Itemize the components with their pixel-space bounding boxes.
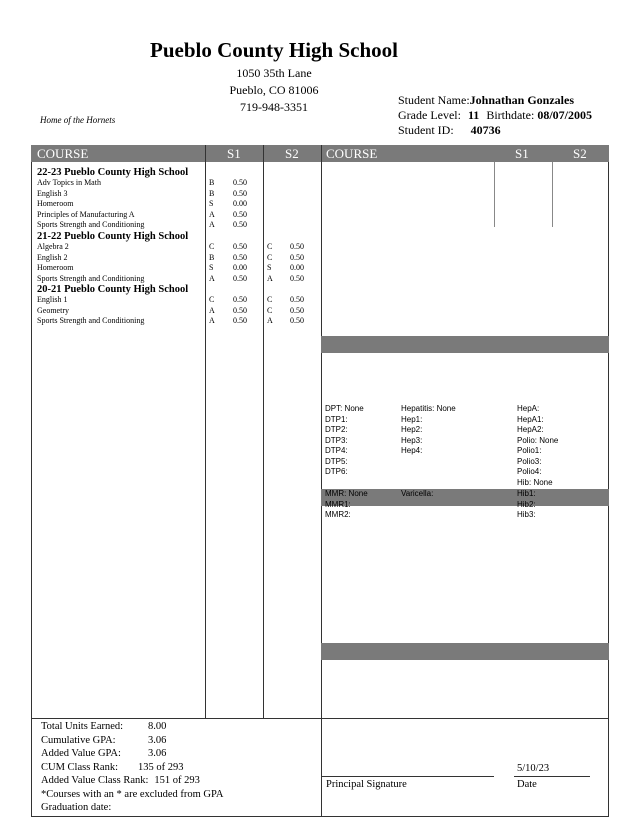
course-name: Sports Strength and Conditioning: [37, 316, 145, 325]
gpa-value: 3.06: [148, 734, 167, 746]
left-s2-divider: [263, 145, 264, 718]
s2-grade: C: [267, 252, 273, 262]
imm-item: Hib2:: [517, 499, 536, 509]
s2-credits-2021: [290, 295, 304, 327]
av-rank-label: Added Value Class Rank:: [41, 775, 149, 786]
imm-item: HepA1:: [517, 414, 544, 424]
s2-grades-2021: [267, 295, 273, 327]
s1-grade: A: [209, 305, 215, 315]
grade-level: 11: [467, 108, 480, 122]
birthdate: 08/07/2005: [537, 108, 592, 122]
signature-line: [322, 776, 494, 777]
graduation-date-label: Graduation date:: [41, 802, 112, 813]
student-id: 40736: [470, 123, 501, 137]
imm-item: Hep2:: [401, 425, 423, 434]
course-name: Homeroom: [37, 263, 74, 272]
s1-credit: 0.50: [233, 252, 247, 262]
s2-grade: C: [267, 305, 273, 315]
gpa-label: Cumulative GPA:: [41, 734, 116, 746]
imm-item: Polio: None: [517, 435, 559, 445]
imm-item: DTP4:: [325, 446, 348, 455]
school-address-line1: 1050 35th Lane: [236, 66, 312, 80]
immunization-col2: [401, 404, 456, 457]
student-id-row: [398, 123, 501, 138]
imm-item: Polio1:: [517, 446, 542, 455]
imm-item: DTP1:: [325, 414, 348, 424]
gpa-note: *Courses with an * are excluded from GPA: [41, 788, 224, 800]
course-name: Algebra 2: [37, 242, 69, 251]
hib-col: [517, 489, 536, 521]
s1-credits-2223: [233, 178, 247, 231]
imm-item: DPT: None: [325, 404, 364, 413]
imm-item: Hib: None: [517, 477, 553, 487]
s1-grade: S: [209, 263, 214, 272]
units-label: Total Units Earned:: [41, 721, 124, 732]
right-s2-divider: [552, 162, 553, 227]
units-value: 8.00: [148, 721, 167, 732]
s2-credit: 0.00: [290, 263, 304, 272]
course-header-right: COURSE: [326, 146, 378, 161]
school-phone: 719-948-3351: [240, 100, 308, 114]
s2-credit: 0.50: [290, 273, 304, 283]
s2-grade: A: [267, 316, 273, 325]
totals-divider: [31, 718, 609, 719]
imm-item: MMR2:: [325, 510, 351, 519]
rank-value: 135 of 293: [138, 761, 184, 773]
s1-credit: 0.50: [233, 295, 247, 304]
s2-credit: 0.50: [290, 295, 304, 304]
s1-header-right: S1: [515, 146, 529, 161]
s1-credit: 0.50: [233, 220, 247, 229]
imm-item: Hib3:: [517, 510, 536, 519]
date-label: Date: [517, 779, 537, 790]
s2-credit: 0.50: [290, 316, 304, 325]
s1-credit: 0.00: [233, 263, 247, 272]
s1-grades-2021: [209, 295, 215, 327]
s2-header: S2: [285, 146, 299, 161]
s2-header-right: S2: [573, 146, 587, 161]
s1-grade: A: [209, 273, 215, 283]
s1-credit: 0.50: [233, 209, 247, 219]
year-label: 22-23 Pueblo County High School: [37, 167, 189, 178]
s1-credit: 0.50: [233, 242, 247, 251]
course-name: Sports Strength and Conditioning: [37, 220, 145, 229]
course-header: COURSE: [37, 146, 89, 161]
totals-block: [41, 720, 223, 815]
imm-item: DTP3:: [325, 435, 348, 445]
course-name: English 3: [37, 188, 68, 198]
s1-grade: C: [209, 295, 215, 304]
imm-item: Hep3:: [401, 435, 423, 445]
grade-level-label: Grade Level:: [398, 108, 461, 122]
s1-grade: B: [209, 188, 215, 198]
s2-credit: 0.50: [290, 242, 304, 251]
imm-item: Hepatitis: None: [401, 404, 456, 413]
year-block-2021: [37, 284, 188, 327]
rank-label: CUM Class Rank:: [41, 761, 119, 773]
course-name: Geometry: [37, 305, 69, 315]
imm-item: DTP2:: [325, 425, 348, 434]
birthdate-label: Birthdate:: [486, 108, 535, 122]
student-name: Johnathan Gonzales: [469, 93, 575, 107]
s2-grade: C: [267, 295, 273, 304]
s1-grade: B: [209, 178, 215, 187]
s1-credit: 0.50: [233, 273, 247, 283]
signature-date: 5/10/23: [517, 763, 550, 774]
school-name: Pueblo County High School: [150, 38, 398, 62]
s2-credits-2122: [290, 242, 304, 284]
s1-credit: 0.50: [233, 188, 247, 198]
center-divider: [321, 145, 322, 817]
s2-grades-2122: [267, 242, 273, 284]
year-block-2223: [37, 167, 188, 231]
s2-grade: C: [267, 242, 273, 251]
student-name-row: [398, 93, 574, 108]
imm-item: Polio3:: [517, 456, 542, 466]
s1-grade: A: [209, 220, 215, 229]
s1-credit: 0.50: [233, 316, 247, 325]
imm-item: MMR: None: [325, 489, 368, 498]
s1-grade: S: [209, 199, 214, 208]
s2-credit: 0.50: [290, 305, 304, 315]
av-gpa-label: Added Value GPA:: [41, 748, 121, 759]
student-name-label: Student Name:: [398, 93, 470, 107]
imm-item: Hep1:: [401, 414, 423, 424]
signature-label: Principal Signature: [326, 779, 407, 790]
s1-credit: 0.50: [233, 178, 247, 187]
course-name: Adv Topics in Math: [37, 178, 101, 187]
left-s1-divider: [205, 145, 206, 718]
imm-item: Hib1:: [517, 489, 536, 498]
s1-grade: A: [209, 209, 215, 219]
imm-item: DTP5:: [325, 456, 348, 466]
right-s1-divider: [494, 162, 495, 227]
s1-header: S1: [227, 146, 241, 161]
av-rank-value: 151 of 293: [154, 775, 200, 786]
s1-credits-2021: [233, 295, 247, 327]
s1-grades-2223: [209, 178, 215, 231]
s2-credit: 0.50: [290, 252, 304, 262]
s1-grade: C: [209, 242, 215, 251]
av-gpa-value: 3.06: [148, 748, 167, 759]
student-id-label: Student ID:: [398, 123, 454, 137]
imm-item: HepA:: [517, 404, 540, 413]
imm-item: Polio4:: [517, 467, 542, 476]
year-label: 21-22 Pueblo County High School: [37, 231, 189, 242]
s1-grades-2122: [209, 242, 215, 284]
student-grade-row: [398, 108, 592, 123]
date-line: [514, 776, 590, 777]
school-address-line2: Pueblo, CO 81006: [229, 83, 319, 97]
course-name: English 1: [37, 295, 68, 304]
s1-credit: 0.00: [233, 199, 247, 208]
s2-grade: A: [267, 273, 273, 283]
immunization-col3: [517, 404, 558, 488]
year-label: 20-21 Pueblo County High School: [37, 284, 189, 295]
right-band-3: [321, 643, 609, 660]
year-block-2122: [37, 231, 188, 284]
imm-item: Hep4:: [401, 446, 423, 455]
varicella: Varicella:: [401, 489, 434, 498]
right-band-1: [321, 336, 609, 353]
s2-grade: S: [267, 263, 272, 272]
s1-credit: 0.50: [233, 305, 247, 315]
school-motto: Home of the Hornets: [40, 115, 116, 125]
course-name: Principles of Manufacturing A: [37, 209, 135, 219]
course-name: Sports Strength and Conditioning: [37, 273, 145, 283]
imm-item: DTP6:: [325, 467, 348, 476]
imm-item: MMR1:: [325, 499, 351, 509]
course-name: Homeroom: [37, 199, 74, 208]
mmr-col: [325, 489, 368, 521]
s1-grade: B: [209, 252, 215, 262]
immunization-col1: [325, 404, 364, 478]
imm-item: HepA2:: [517, 425, 544, 434]
course-name: English 2: [37, 252, 68, 262]
s1-grade: A: [209, 316, 215, 325]
s1-credits-2122: [233, 242, 247, 284]
